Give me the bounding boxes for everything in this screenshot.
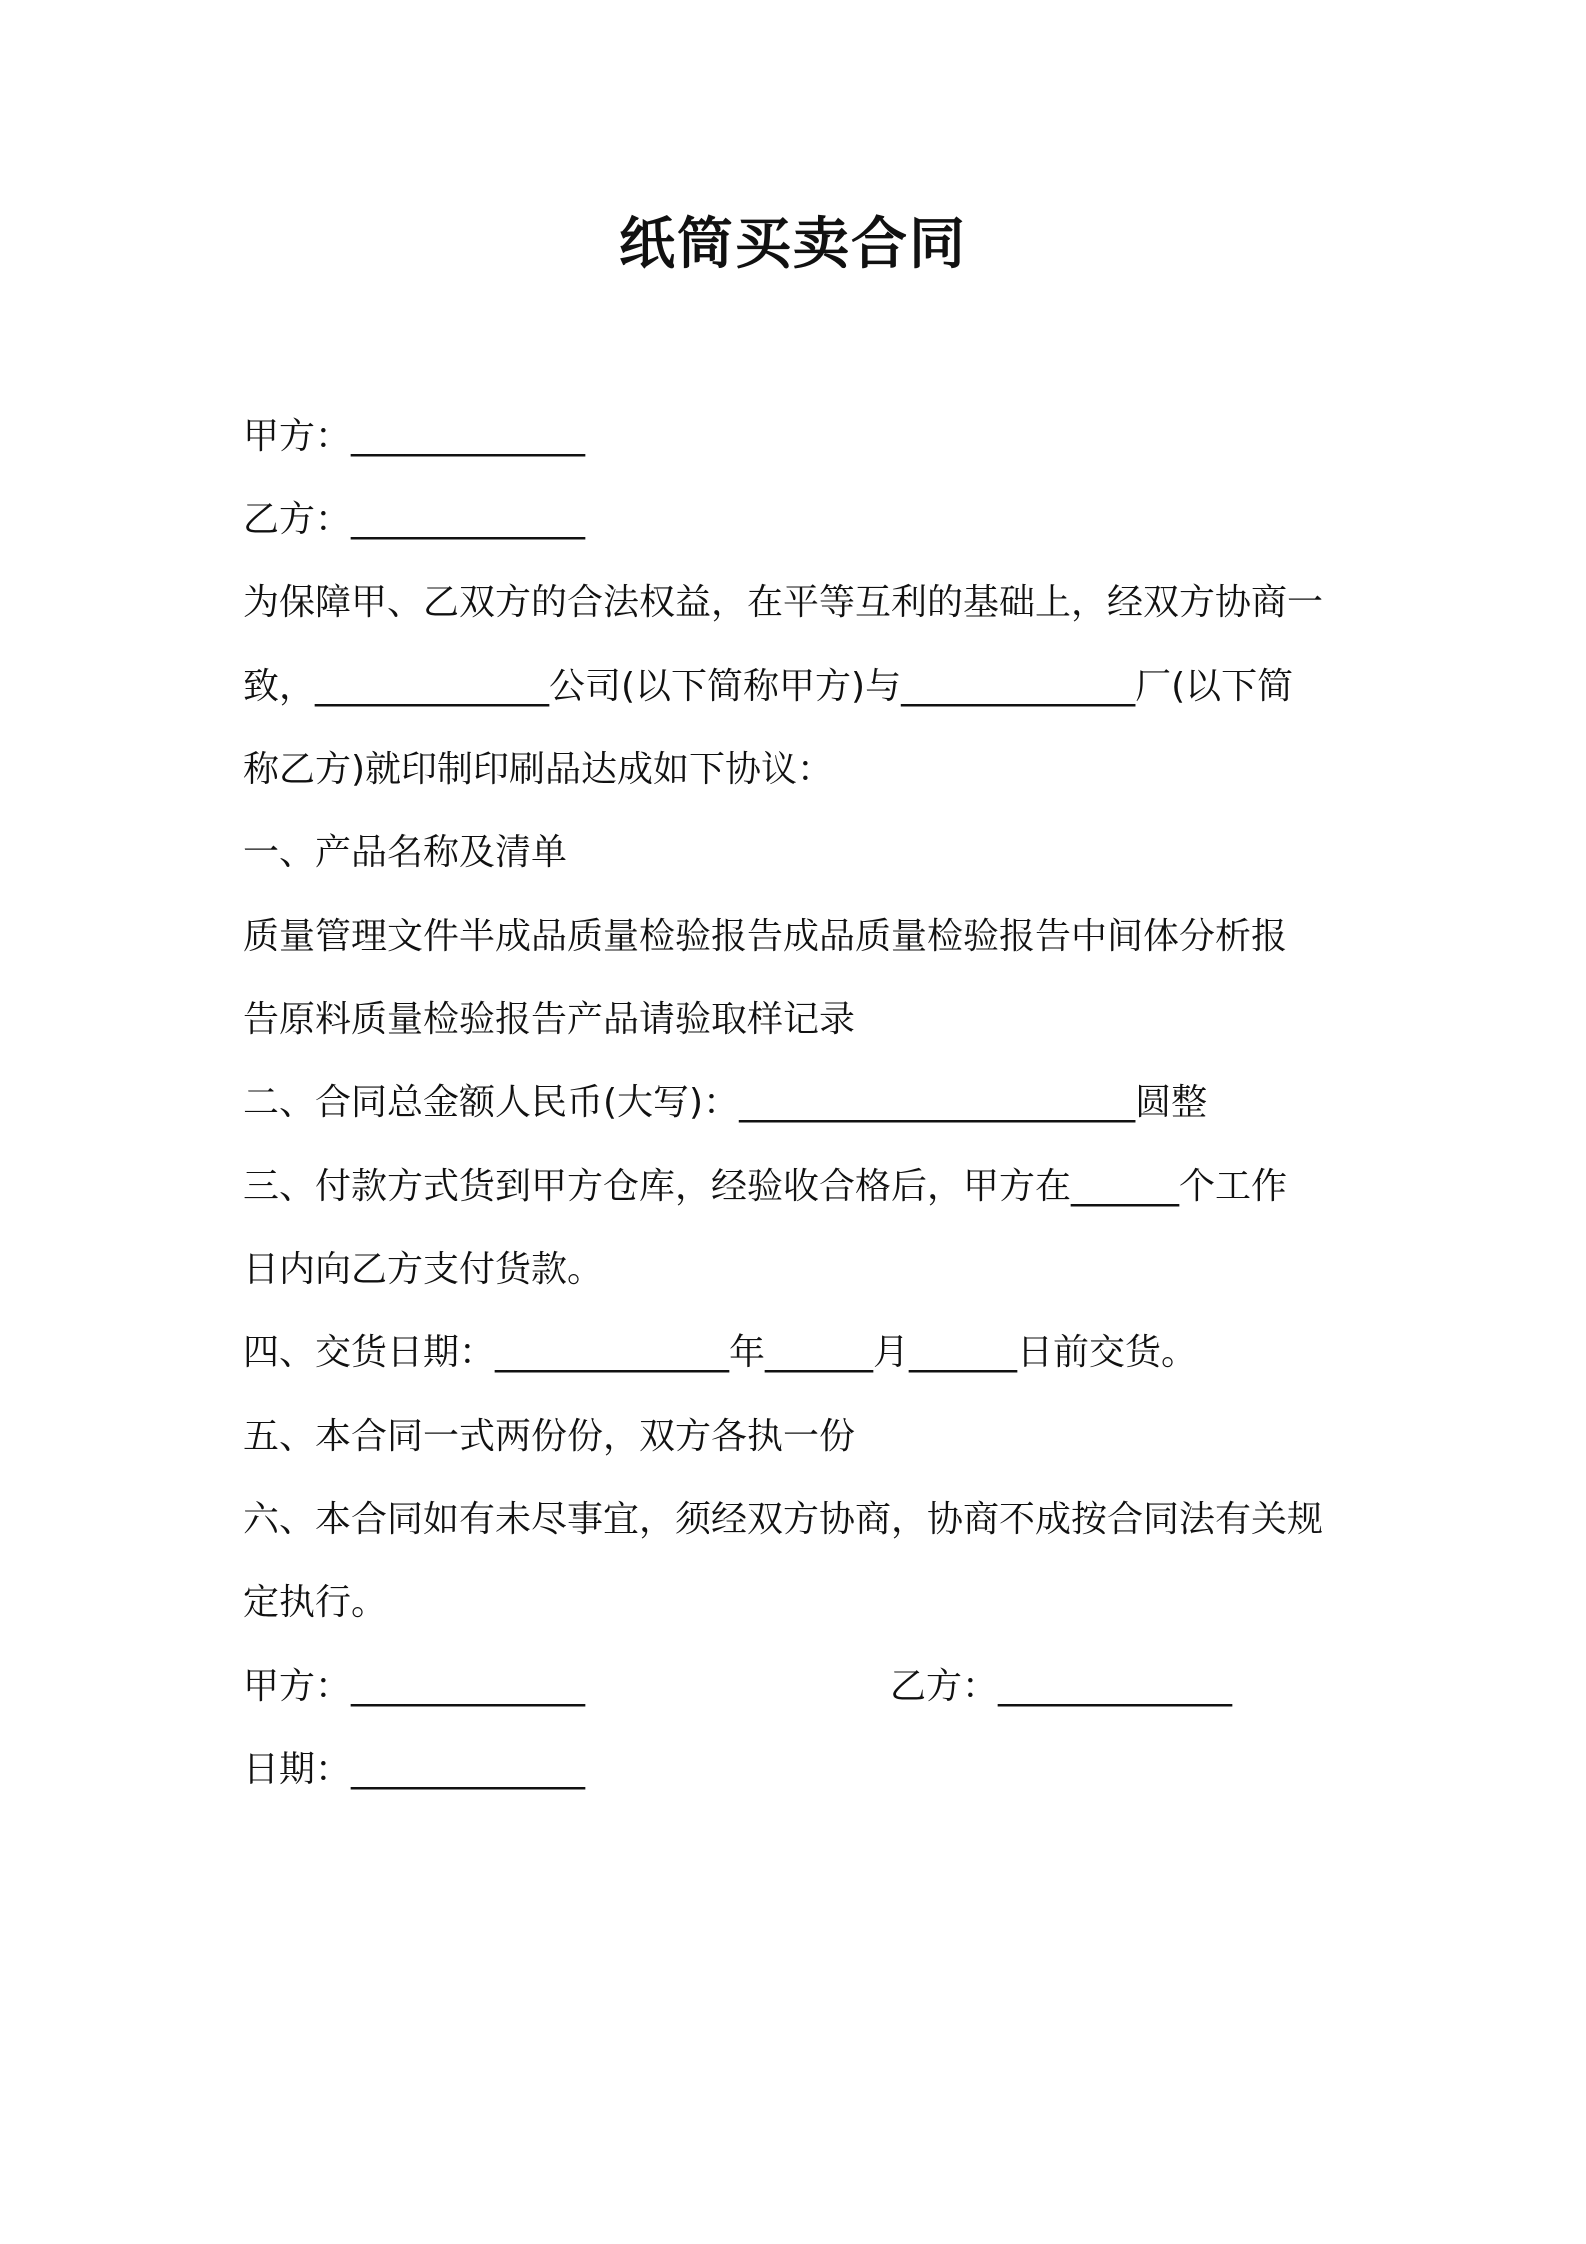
section-4-delivery-date: 四、交货日期：_____________年______月______日前交货。 (243, 1332, 1198, 1373)
section-1-line-1: 质量管理文件半成品质量检验报告成品质量检验报告中间体分析报 (243, 916, 1288, 957)
section-3-line-1: 三、付款方式货到甲方仓库，经验收合格后，甲方在______个工作 (243, 1166, 1288, 1207)
section-6-line-2: 定执行。 (243, 1582, 388, 1623)
intro-line-3: 称乙方)就印制印刷品达成如下协议： (243, 749, 834, 790)
section-1-heading: 一、产品名称及清单 (243, 832, 568, 873)
document-title: 纸筒买卖合同 (619, 212, 967, 277)
signature-party-a: 甲方：_____________ (243, 1666, 586, 1707)
section-1-line-2: 告原料质量检验报告产品请验取样记录 (243, 999, 856, 1040)
section-3-line-2: 日内向乙方支付货款。 (243, 1249, 604, 1290)
signature-date: 日期：_____________ (243, 1749, 586, 1790)
party-a-line: 甲方：_____________ (243, 416, 586, 457)
section-6-line-1: 六、本合同如有未尽事宜，须经双方协商，协商不成按合同法有关规 (243, 1499, 1324, 1540)
intro-line-2: 致，_____________公司(以下简称甲方)与_____________厂(以下简 (243, 666, 1294, 707)
section-5-copies: 五、本合同一式两份份，双方各执一份 (243, 1416, 856, 1457)
intro-line-1: 为保障甲、乙双方的合法权益，在平等互利的基础上，经双方协商一 (243, 582, 1324, 623)
section-2-amount: 二、合同总金额人民币(大写)：______________________圆整 (243, 1082, 1208, 1123)
party-b-line: 乙方：_____________ (243, 499, 586, 540)
signature-party-b: 乙方：_____________ (890, 1666, 1233, 1707)
